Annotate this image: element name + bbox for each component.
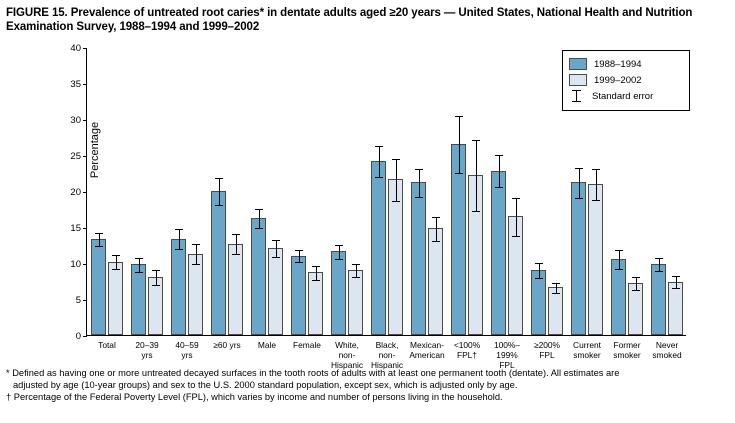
- bar-group: [367, 48, 407, 335]
- bar-group: [407, 48, 447, 335]
- x-axis-tick-label: Mexican- American: [409, 340, 445, 360]
- legend-item: [569, 88, 683, 104]
- bar: [411, 182, 426, 335]
- y-axis-tick-label: 5: [75, 295, 81, 306]
- error-bar: [539, 263, 540, 279]
- bar: [188, 254, 203, 335]
- bar-group: [247, 48, 287, 335]
- error-bar: [436, 217, 437, 241]
- bar: [491, 171, 506, 335]
- bar: [348, 270, 363, 335]
- bar: [611, 259, 626, 335]
- x-axis-tick-label: 20–39 yrs: [135, 340, 159, 360]
- y-axis-tick-label: 0: [75, 331, 81, 342]
- y-axis-tick-mark: [83, 336, 87, 337]
- bar: [251, 218, 266, 335]
- y-axis-tick-label: 10: [70, 259, 81, 270]
- error-bar: [179, 229, 180, 249]
- error-bar: [156, 270, 157, 286]
- error-bar: [379, 146, 380, 178]
- bar-group: [327, 48, 367, 335]
- error-bar-icon: [569, 90, 585, 102]
- footnote-1: * Defined as having one or more untreated decayed surfaces in the tooth roots of adults with at least one permanent tooth (dentate). All estimates are: [6, 368, 620, 378]
- legend-label-series2: 1999–2002: [594, 74, 642, 86]
- error-bar: [219, 178, 220, 207]
- error-bar: [259, 209, 260, 229]
- error-bar: [276, 240, 277, 259]
- error-bar: [459, 116, 460, 174]
- error-bar: [139, 258, 140, 274]
- error-bar: [619, 250, 620, 270]
- error-bar: [99, 233, 100, 247]
- bar-group: [167, 48, 207, 335]
- bar: [371, 161, 386, 335]
- y-axis-tick-label: 20: [70, 187, 81, 198]
- error-bar: [339, 245, 340, 259]
- bar: [331, 251, 346, 335]
- bar: [668, 282, 683, 335]
- bar: [211, 191, 226, 335]
- bar: [108, 262, 123, 335]
- error-bar: [396, 159, 397, 202]
- chart-legend: [562, 50, 690, 111]
- error-bar: [676, 276, 677, 289]
- bar-group: [207, 48, 247, 335]
- bar: [268, 248, 283, 335]
- error-bar: [499, 155, 500, 188]
- error-bar: [236, 234, 237, 254]
- bar-group: [487, 48, 527, 335]
- x-axis-tick-label: White, non- Hispanic: [330, 340, 364, 370]
- x-axis-tick-label: Never smoked: [652, 340, 682, 360]
- bar: [651, 264, 666, 335]
- bar: [548, 287, 563, 335]
- bar: [171, 239, 186, 335]
- bar-group: [127, 48, 167, 335]
- bar: [291, 256, 306, 335]
- y-axis-tick-label: 30: [70, 115, 81, 126]
- error-bar: [516, 198, 517, 237]
- y-axis-tick-label: 25: [70, 151, 81, 162]
- x-axis-tick-label: Black, non- Hispanic: [370, 340, 404, 370]
- bar-group: [447, 48, 487, 335]
- bar: [228, 244, 243, 335]
- y-axis-label: Percentage: [89, 121, 101, 179]
- x-axis-tick-label: 40–59 yrs: [175, 340, 199, 360]
- footnotes: [6, 367, 730, 404]
- legend-item: [569, 72, 683, 88]
- bar: [571, 182, 586, 335]
- bar: [308, 272, 323, 335]
- footnote-2: † Percentage of the Federal Poverty Level (FPL), which varies by income and number of persons living in the household.: [6, 392, 503, 403]
- x-axis-tick-label: ≥60 yrs: [213, 340, 241, 350]
- figure-title: FIGURE 15. Prevalence of untreated root caries* in dentate adults aged ≥20 years — United States, National Health and Nutrition Examination Survey, 1988–1994 and 1999–2002: [6, 7, 693, 33]
- bar-group: [527, 48, 567, 335]
- error-bar: [556, 283, 557, 295]
- x-axis-tick-label: Male: [257, 340, 277, 350]
- legend-item: [569, 56, 683, 72]
- error-bar: [579, 168, 580, 200]
- error-bar: [476, 140, 477, 212]
- error-bar: [659, 258, 660, 272]
- bar: [91, 239, 106, 335]
- error-bar: [299, 250, 300, 263]
- bar-group: [287, 48, 327, 335]
- y-axis-tick-label: 40: [70, 43, 81, 54]
- x-axis-tick-label: Current smoker: [573, 340, 601, 360]
- bar: [428, 228, 443, 335]
- bar: [131, 264, 146, 335]
- error-bar: [419, 169, 420, 198]
- x-axis-tick-label: 100%– 199% FPL: [493, 340, 521, 370]
- bar: [388, 179, 403, 335]
- x-axis-tick-label: <100% FPL†: [453, 340, 481, 360]
- bar-group: [87, 48, 127, 335]
- error-bar: [356, 264, 357, 278]
- y-axis-tick-label: 35: [70, 79, 81, 90]
- x-axis-tick-label: Former smoker: [613, 340, 641, 360]
- footnote-1-cont: adjusted by age (10-year groups) and sex to the U.S. 2000 standard population, except sex, which is adjusted only by age.: [13, 380, 518, 391]
- legend-swatch-series1: [569, 58, 587, 70]
- legend-label-standard-error: Standard error: [592, 90, 654, 102]
- bar: [531, 270, 546, 335]
- legend-label-series1: 1988–1994: [594, 58, 642, 70]
- chart-container: [6, 40, 728, 370]
- x-axis-tick-label: Total: [98, 340, 116, 350]
- error-bar: [636, 277, 637, 291]
- x-axis-tick-label: ≥200% FPL: [533, 340, 561, 360]
- error-bar: [116, 255, 117, 269]
- error-bar: [596, 169, 597, 201]
- bar: [588, 184, 603, 335]
- error-bar: [316, 266, 317, 280]
- legend-swatch-series2: [569, 74, 587, 86]
- error-bar: [196, 244, 197, 266]
- x-axis-tick-label: Female: [293, 340, 321, 350]
- y-axis-tick-label: 15: [70, 223, 81, 234]
